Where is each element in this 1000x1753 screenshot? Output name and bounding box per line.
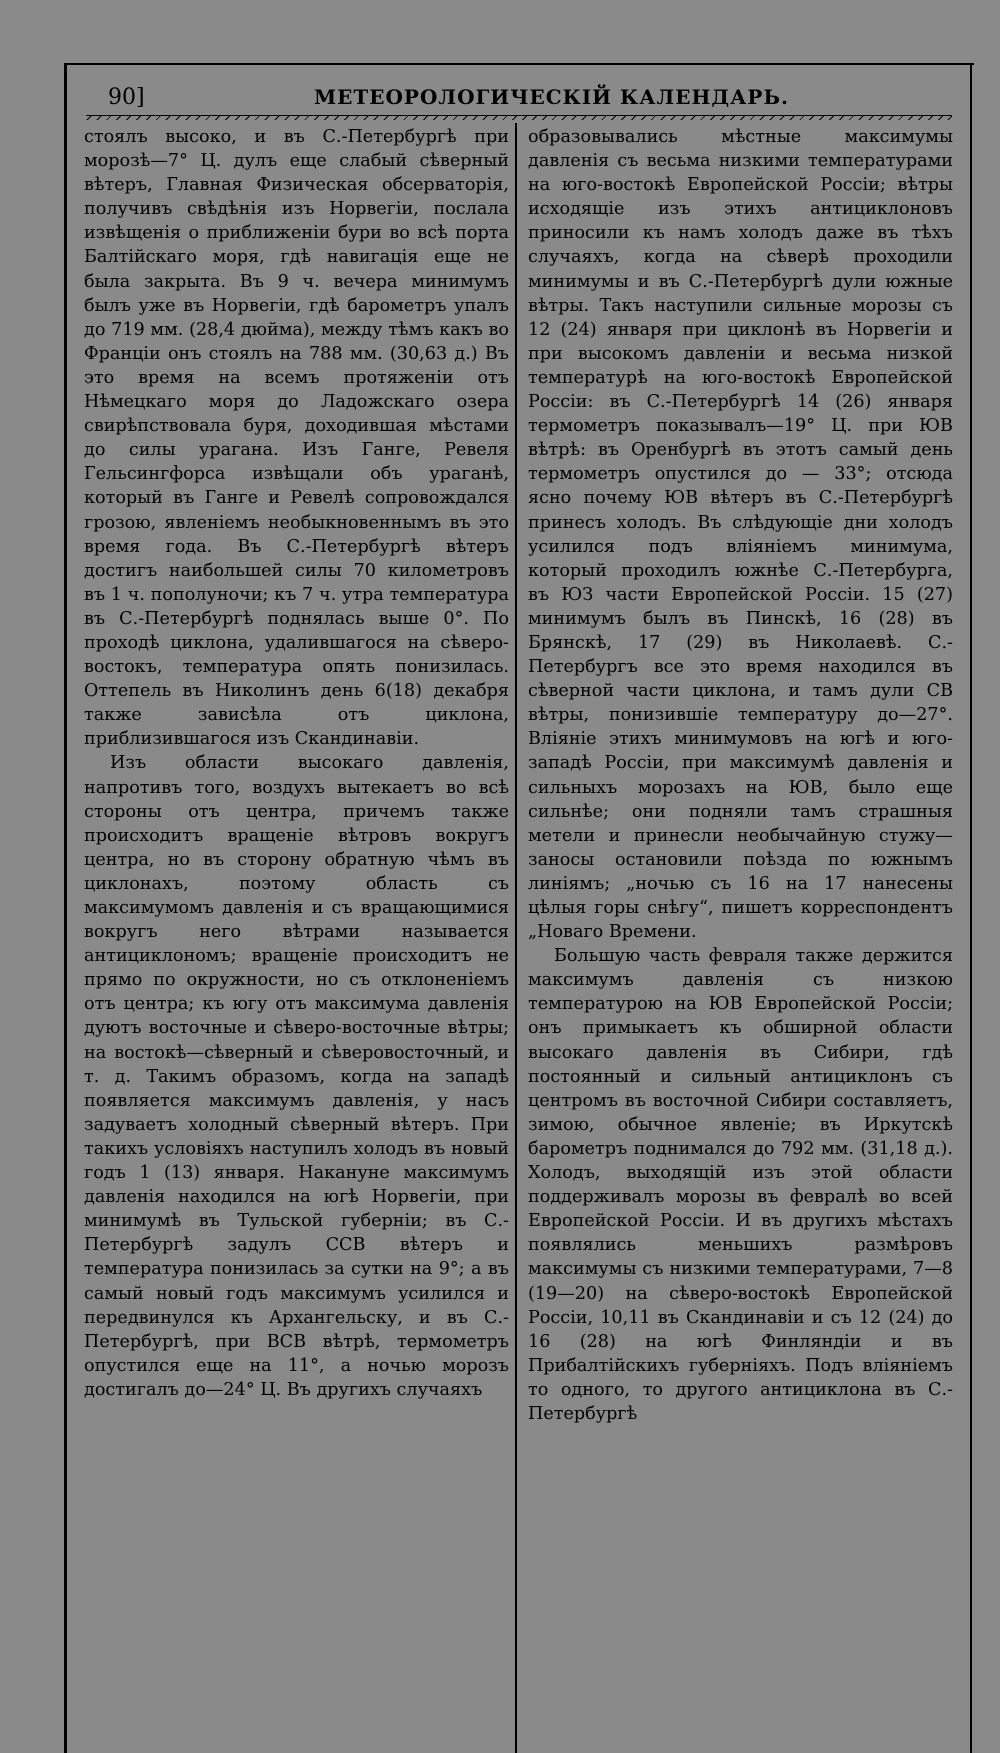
page-frame-right — [970, 63, 972, 1753]
running-title: МЕТЕОРОЛОГИЧЕСКІЙ КАЛЕНДАРЬ. — [314, 85, 789, 109]
column-divider — [515, 123, 517, 1753]
book-page — [64, 63, 974, 1753]
page-number: 90] — [108, 85, 145, 110]
right-column — [528, 125, 953, 1745]
page-header — [64, 81, 974, 115]
right-paragraph-1: образовывались мѣстные максимумы давленія съ весьма низкими температурами на юго-востокѣ Европейской Россіи; вѣтры исходящіе изъ этихъ антициклоновъ приносили къ намъ холодъ даже въ тѣхъ случаяхъ, когда на сѣверѣ проходили минимумы и въ С.-Петербургѣ дули южные вѣтры. Такъ наступили сильные морозы съ 12 (24) января при циклонѣ въ Норвегіи и при высокомъ давленіи и весьма низкой температурѣ на юго-востокѣ Европейской Россіи: въ С.-Петербургѣ 14 (26) января термометръ показывалъ—19° Ц. при ЮВ вѣтрѣ: въ Оренбургѣ въ этотъ самый день термометръ опустился до — 33°; отсюда ясно почему ЮВ вѣтеръ въ С.-Петербургѣ принесъ холодъ. Въ слѣдующіе дни холодъ усилился подъ вліяніемъ минимума, который проходилъ южнѣе С.-Петербурга, въ ЮЗ части Европейской Россіи. 15 (27) минимумъ былъ въ Пинскѣ, 16 (28) въ Брянскѣ, 17 (29) въ Николаевѣ. С.-Петербургъ все это время находился въ сѣверной части циклона, и тамъ дули СВ вѣтры, понизившіе температуру до—27°. Вліяніе этихъ минимумовъ на югѣ и юго-западѣ Россіи, при максимумѣ давленія и сильныхъ морозахъ на ЮВ, было еще сильнѣе; они подняли тамъ страшныя метели и принесли необычайную стужу—заносы остановили поѣзда по южнымъ линіямъ; „ночью съ 16 на 17 нанесены цѣлыя горы снѣгу“, пишетъ корреспондентъ „Новаго Времени. — [528, 127, 953, 943]
right-paragraph-2: Большую часть февраля также держится максимумъ давленія съ низкою температурою на ЮВ Европейской Россіи; онъ примыкаетъ къ обширной области высокаго давленія въ Сибири, гдѣ постоянный и сильный антициклонъ съ центромъ въ восточной Сибири составляетъ, зимою, обычное явленіе; въ Иркутскѣ барометръ поднимался до 792 мм. (31,18 д.). Холодъ, выходящій изъ этой области поддерживалъ морозы въ февралѣ во всей Европейской Россіи. И въ другихъ мѣстахъ появлялись меньшихъ размѣровъ максимумы съ низкими температурами, 7—8 (19—20) на сѣверо-востокѣ Европейской Россіи, 10,11 въ Скандинавіи и съ 12 (24) до 16 (28) на югѣ Финляндіи и въ Прибалтійскихъ губерніяхъ. Подъ вліяніемъ то одного, то другого антициклона въ С.-Петербургѣ — [528, 946, 953, 1424]
left-column — [84, 125, 509, 1745]
header-rule — [86, 115, 952, 120]
left-paragraph-1: стоялъ высоко, и въ С.-Петербургѣ при морозѣ—7° Ц. дулъ еще слабый сѣверный вѣтеръ, Главная Физическая обсерваторія, получивъ свѣдѣнія изъ Норвегіи, послала извѣщенія о приближеніи бури во всѣ порта Балтійскаго моря, гдѣ навигація еще не была закрыта. Въ 9 ч. вечера минимумъ былъ уже въ Норвегіи, гдѣ барометръ упалъ до 719 мм. (28,4 дюйма), между тѣмъ какъ во Франціи онъ стоялъ на 788 мм. (30,63 д.) Въ это время на всемъ протяженіи отъ Нѣмецкаго моря до Ладожскаго озера свирѣпствовала буря, доходившая мѣстами до силы урагана. Изъ Ганге, Ревеля Гельсингфорса извѣщали объ ураганѣ, который въ Ганге и Ревелѣ сопровождался грозою, явленіемъ необыкновеннымъ въ это время года. Въ С.-Петербургѣ вѣтеръ достигъ наибольшей силы 70 километровъ въ 1 ч. пополуночи; къ 7 ч. утра температура въ С.-Петербургѣ поднялась выше 0°. По проходѣ циклона, удалившагося на сѣверо-востокъ, температура опять понизилась. Оттепель въ Николинъ день 6(18) декабря также зависѣла отъ циклона, приблизившагося изъ Скандинавіи. — [84, 127, 509, 750]
page-frame-top — [64, 63, 974, 65]
page-frame-left — [64, 63, 67, 1753]
left-paragraph-2: Изъ области высокаго давленія, напротивъ того, воздухъ вытекаетъ во всѣ стороны отъ центра, причемъ также происходитъ вращеніе вѣтровъ вокругъ центра, но въ сторону обратную чѣмъ въ циклонахъ, поэтому область съ максимумомъ давленія и съ вращающимися вокругъ него вѣтрами называется антициклономъ; вращеніе происходитъ не прямо по окружности, но съ отклоненіемъ отъ центра; къ югу отъ максимума давленія дуютъ восточные и сѣверо-восточные вѣтры; на востокѣ—сѣверный и сѣверовосточный, и т. д. Такимъ образомъ, когда на западѣ появляется максимумъ давленія, у насъ задуваетъ холодный сѣверный вѣтеръ. При такихъ условіяхъ наступилъ холодъ въ новый годъ 1 (13) января. Накануне максимумъ давленія находился на югѣ Норвегіи, при минимумѣ въ Тульской губерніи; въ С.-Петербургѣ задулъ ССВ вѣтеръ и температура понизилась за сутки на 9°; а въ самый новый годъ максимумъ усилился и передвинулся къ Архангельску, и въ С.-Петербургѣ, при ВСВ вѣтрѣ, термометръ опустился еще на 11°, а ночью морозъ достигалъ до—24° Ц. Въ другихъ случаяхъ — [84, 753, 509, 1400]
